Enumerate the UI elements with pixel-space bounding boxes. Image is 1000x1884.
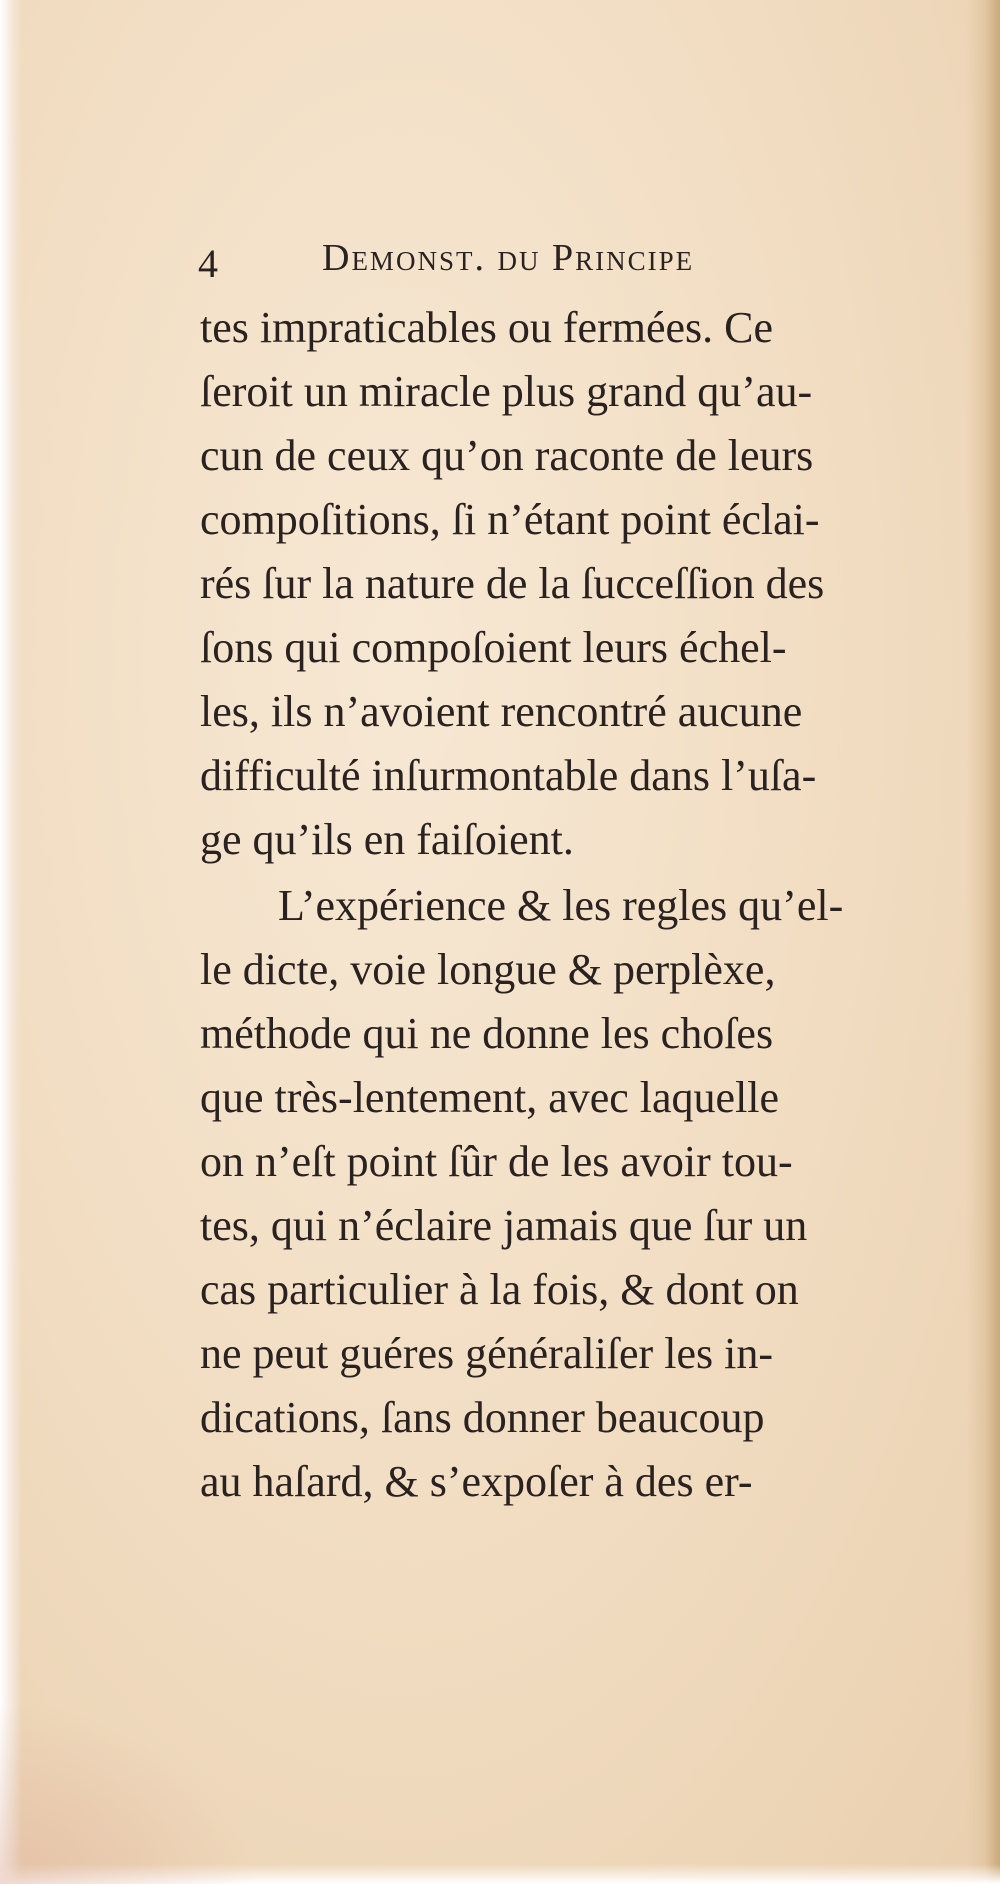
text-line: ſeroit un miracle plus grand qu’au- [200, 367, 813, 416]
text-line: cun de ceux qu’on raconte de leurs [200, 431, 814, 480]
running-title: Demonst. du Principe [322, 237, 695, 279]
text-line: ſons qui compoſoient leurs échel- [200, 623, 787, 672]
text-line: cas particulier à la fois, & dont on [200, 1265, 799, 1314]
text-line: ne peut guéres généraliſer les in- [200, 1329, 773, 1378]
text-line: on n’eſt point ſûr de les avoir tou- [200, 1137, 793, 1186]
text-line: méthode qui ne donne les choſes [200, 1009, 774, 1058]
page-edge-right [966, 0, 1000, 1884]
page-header [198, 236, 818, 296]
paragraph-first-line: L’expérience & les regles qu’el- [278, 881, 844, 930]
text-line: rés ſur la nature de la ſucceſſion des [200, 559, 825, 608]
paper-stain [0, 1700, 260, 1884]
page-edge-left [0, 0, 22, 1884]
text-line: dications, ſans donner beaucoup [200, 1393, 765, 1442]
text-line: ge qu’ils en faiſoient. [200, 815, 574, 864]
text-line: les, ils n’avoient rencontré aucune [200, 687, 803, 736]
text-line: le dicte, voie longue & perplèxe, [200, 945, 776, 994]
text-line: difficulté inſurmontable dans l’uſa- [200, 751, 817, 800]
text-line: tes impraticables ou fermées. Ce [200, 303, 774, 352]
text-line: que très-lentement, avec laquelle [200, 1073, 780, 1122]
text-line: compoſitions, ſi n’étant point éclai- [200, 495, 820, 544]
text-line: tes, qui n’éclaire jamais que ſur un [200, 1201, 808, 1250]
page-number: 4 [198, 241, 218, 286]
text-line: au haſard, & s’expoſer à des er- [200, 1457, 753, 1506]
